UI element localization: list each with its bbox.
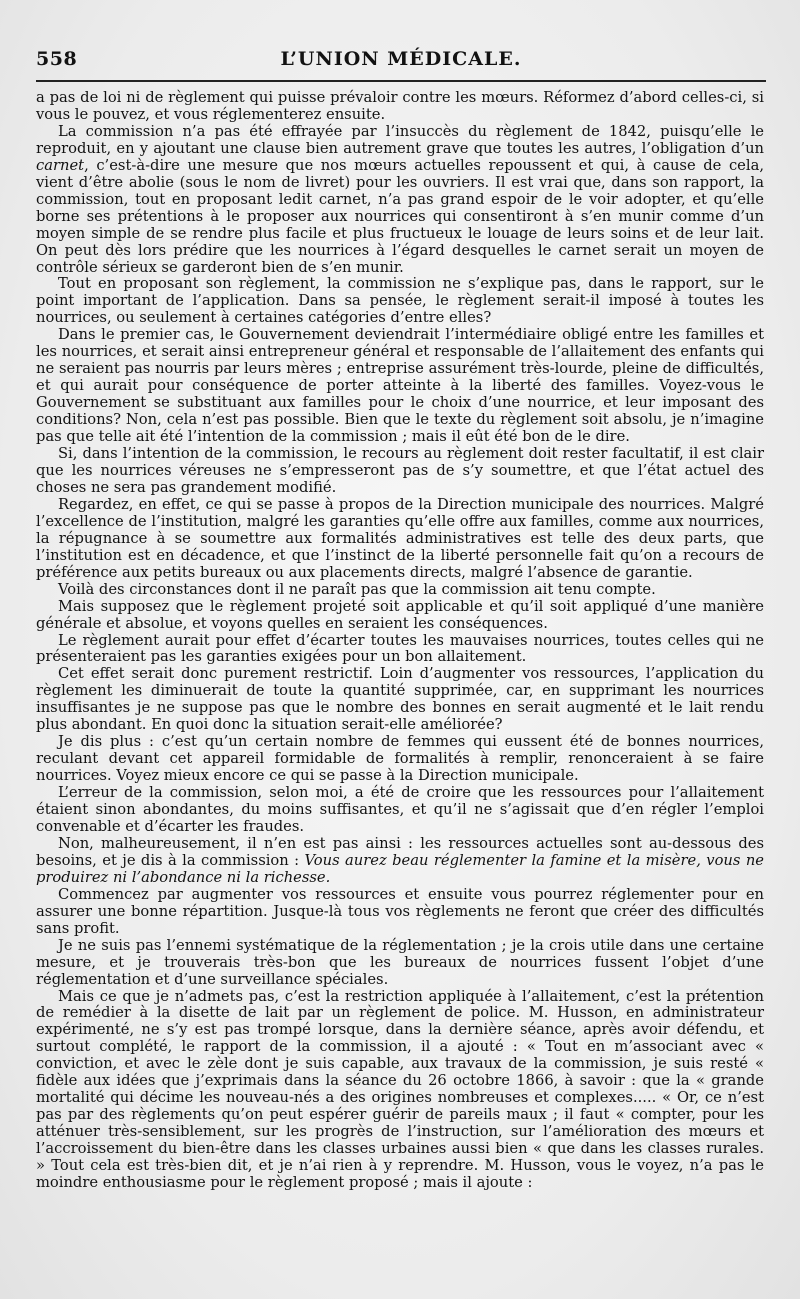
paragraph: a pas de loi ni de règlement qui puisse prévaloir contre les mœurs. Réformez d’abord celles-ci, si vous le pouvez, et vous réglementerez ensuite. <box>36 89 764 123</box>
paragraph: L’erreur de la commission, selon moi, a été de croire que les ressources pour l’allaitement étaient sinon abondantes, du moins suffisantes, et qu’il ne s’agissait que d’en régler l’emploi convenable et d’écarter les fraudes. <box>36 784 764 835</box>
paragraph: Mais ce que je n’admets pas, c’est la restriction appliquée à l’allaitement, c’est la prétention de remédier à la disette de lait par un règlement de police. M. Husson, en administrateur expérimenté, ne s’y est pas trompé lorsque, dans la dernière séance, après avoir défendu, et surtout complété, le rapport de la commission, il a ajouté : « Tout en m’associant avec « conviction, et avec le zèle dont je suis capable, aux travaux de la commission, je suis resté « fidèle aux idées que j’exprimais dans la séance du 26 octobre 1866, à savoir : que la « grande mortalité qui décime les nouveau-nés a des origines nombreuses et complexes..... « Or, ce n’est pas par des règlements qu’on peut espérer guérir de pareils maux ; il faut « compter, pour les atténuer très-sensiblement, sur les progrès de l’instruction, sur l’amélioration des mœurs et l’accroissement du bien-être dans les classes urbaines aussi bien « que dans les classes rurales. » Tout cela est très-bien dit, et je n’ai rien à y reprendre. M. Husson, vous le voyez, n’a pas le moindre enthousiasme pour le règlement proposé ; mais il ajoute : <box>36 987 764 1191</box>
body-text <box>36 90 764 1192</box>
page-header <box>36 48 766 78</box>
paragraph: Si, dans l’intention de la commission, le recours au règlement doit rester facultatif, il est clair que les nourrices véreuses ne s’empresseront pas de s’y soumettre, et que l’état actuel des choses ne sera pas grandement modifié. <box>36 445 764 496</box>
paragraph: Commencez par augmenter vos ressources et ensuite vous pourrez réglementer pour en assurer une bonne répartition. Jusque-là tous vos règlements ne feront que créer des difficultés sans profit. <box>36 885 764 937</box>
paragraph: La commission n’a pas été effrayée par l’insuccès du règlement de 1842, puisqu’elle le reproduit, en y ajoutant une clause bien autrement grave que toutes les autres, l’obligation d’un carnet, c’est-à-dire une mesure que nos mœurs actuelles repoussent et qui, à cause de cela, vient d’être abolie (sous le nom de livret) pour les ouvriers. Il est vrai que, dans son rapport, la commission, tout en proposant ledit carnet, n’a pas grand espoir de le voir adopter, et qu’elle borne ses prétentions à le proposer aux nourrices qui consentiront à s’en munir comme d’un moyen simple de se rendre plus facile et plus fructueux le louage de leurs soins et de leur lait. On peut dès lors prédire que les nourrices à l’égard desquelles le carnet serait un moyen de contrôle sérieux se garderont bien de s’en munir. <box>36 122 764 276</box>
running-title: L’UNION MÉDICALE. <box>280 48 522 70</box>
paragraph: Le règlement aurait pour effet d’écarter toutes les mauvaises nourrices, toutes celles qui ne présenteraient pas les garanties exigées pour un bon allaitement. <box>36 631 764 666</box>
paragraph: Je dis plus : c’est qu’un certain nombre de femmes qui eussent été de bonnes nourrices, reculant devant cet appareil formidable de formalités à remplir, renonceraient à se faire nourrices. Voyez mieux encore ce qui se passe à la Direction municipale. <box>36 733 764 785</box>
paragraph: Regardez, en effet, ce qui se passe à propos de la Direction municipale des nourrices. Malgré l’excellence de l’institution, malgré les garanties qu’elle offre aux familles, comme aux nourrices, la répugnance à se soumettre aux formalités administratives est telle des deux parts, que l’institution est en décadence, et que l’instinct de la liberté personnelle fait qu’on a recours de préférence aux petits bureaux ou aux placements directs, malgré l’absence de garantie. <box>36 495 764 581</box>
paragraph: Cet effet serait donc purement restrictif. Loin d’augmenter vos ressources, l’application du règlement les diminuerait de toute la quantité supprimée, car, en supprimant les nourrices insuffisantes je ne suppose pas que le nombre des bonnes en serait augmenté et le lait rendu plus abondant. En quoi donc la situation serait-elle améliorée? <box>36 665 764 734</box>
header-rule <box>36 80 766 82</box>
paragraph: Je ne suis pas l’ennemi systématique de la réglementation ; je la crois utile dans une certaine mesure, et je trouverais très-bon que les bureaux de nourrices fussent l’objet d’une réglementation et d’une surveillance spéciales. <box>36 936 764 988</box>
paragraph: Tout en proposant son règlement, la commission ne s’explique pas, dans le rapport, sur le point important de l’application. Dans sa pensée, le règlement serait-il imposé à toutes les nourrices, ou seulement à certaines catégories d’entre elles? <box>36 275 764 327</box>
paragraph: Mais supposez que le règlement projeté soit applicable et qu’il soit appliqué d’une manière générale et absolue, et voyons quelles en seraient les conséquences. <box>36 597 764 632</box>
paragraph: Voilà des circonstances dont il ne paraît pas que la commission ait tenu compte. <box>58 580 656 598</box>
page-number: 558 <box>36 48 78 70</box>
paragraph: Dans le premier cas, le Gouvernement deviendrait l’intermédiaire obligé entre les familles et les nourrices, et serait ainsi entrepreneur général et responsable de l’allaitement des enfants qui ne seraient pas nourris par leurs mères ; entreprise assurément très-lourde, pleine de difficultés, et qui aurait pour conséquence de porter atteinte à la liberté des familles. Voyez-vous le Gouvernement se substituant aux familles pour le choix d’une nourrice, et leur imposant des conditions? Non, cela n’est pas possible. Bien que le texte du règlement soit absolu, je n’imagine pas que telle ait été l’intention de la commission ; mais il eût été bon de le dire. <box>36 326 764 446</box>
paragraph: Non, malheureusement, il n’en est pas ainsi : les ressources actuelles sont au-dessous des besoins, et je dis à la commission : Vous aurez beau réglementer la famine et la misère, vous ne produirez ni l’abondance ni la richesse. <box>36 834 764 886</box>
